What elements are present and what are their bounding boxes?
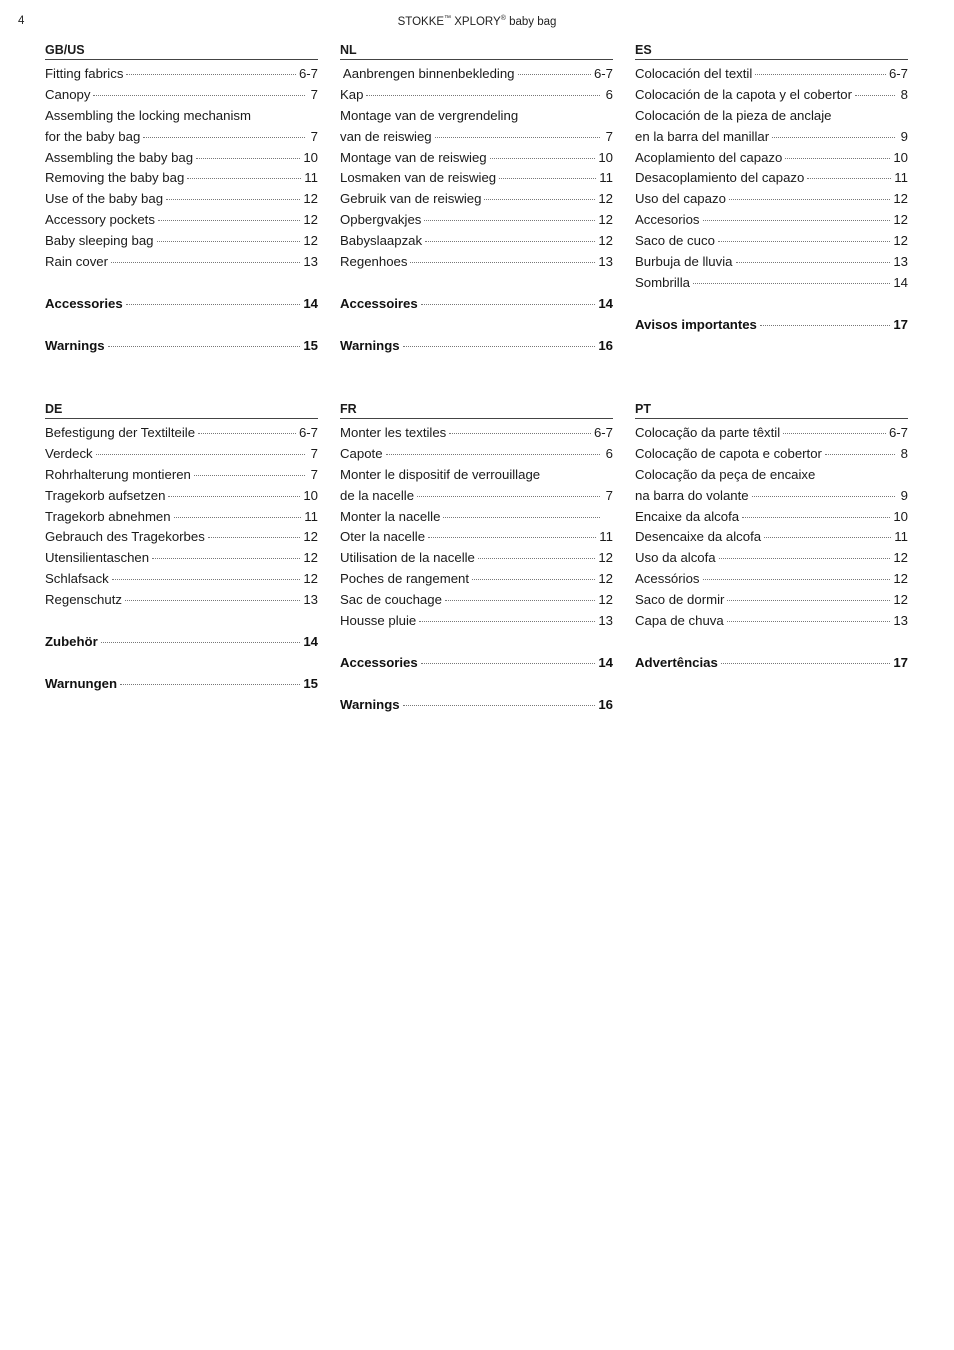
dot-leader xyxy=(126,304,301,305)
toc-entry[interactable] xyxy=(635,168,908,189)
toc-entry[interactable] xyxy=(45,168,318,189)
entry-title: Burbuja de lluvia xyxy=(635,254,733,270)
dot-leader xyxy=(490,158,596,159)
dot-leader xyxy=(807,178,891,179)
registered-symbol: ® xyxy=(500,15,506,22)
entry-title: Uso del capazo xyxy=(635,191,726,207)
entry-title: Accesorios xyxy=(635,212,700,228)
toc-entry[interactable] xyxy=(45,231,318,252)
entry-title: de la nacelle xyxy=(340,487,415,503)
dot-leader xyxy=(112,579,301,580)
toc-section-gb-us xyxy=(45,42,318,356)
toc-entry[interactable] xyxy=(340,527,613,548)
toc-entry[interactable] xyxy=(45,189,318,210)
entry-page: 14 xyxy=(598,295,613,311)
entry-page: 7 xyxy=(310,445,318,461)
entry-title: Warnungen xyxy=(45,675,118,691)
entry-page: 10 xyxy=(598,149,613,165)
toc-section-fr xyxy=(340,401,613,715)
entry-title: Babyslaapzak xyxy=(340,233,423,249)
entry-page: 7 xyxy=(605,128,613,144)
dot-leader xyxy=(445,600,595,601)
toc-entry[interactable] xyxy=(45,548,318,569)
toc-entry[interactable] xyxy=(340,148,613,169)
entry-title: Rohrhalterung montieren xyxy=(45,466,191,482)
toc-entry[interactable] xyxy=(635,252,908,273)
dot-leader xyxy=(198,433,296,434)
product-name: XPLORY xyxy=(454,15,501,28)
toc-entry[interactable] xyxy=(635,106,908,127)
dot-leader xyxy=(410,262,595,263)
entry-title: Saco de dormir xyxy=(635,592,725,608)
entry-page: 12 xyxy=(893,550,908,566)
toc-entry[interactable] xyxy=(340,653,613,674)
dot-leader xyxy=(752,496,895,497)
dot-leader xyxy=(421,304,596,305)
toc-entry[interactable] xyxy=(45,423,318,444)
dot-leader xyxy=(729,199,890,200)
entry-title: Regenschutz xyxy=(45,592,122,608)
entry-page: 6-7 xyxy=(298,66,318,81)
entry-title: Aanbrengen binnenbekleding xyxy=(340,66,515,81)
dot-leader xyxy=(419,621,595,622)
entry-title: Monter la nacelle xyxy=(340,508,441,524)
dot-leader xyxy=(785,158,890,159)
entry-title: Accessoires xyxy=(340,295,418,311)
entry-page: 10 xyxy=(303,149,318,165)
entry-page: 12 xyxy=(598,233,613,249)
dot-leader xyxy=(93,95,305,96)
entry-title: Zubehör xyxy=(45,633,98,649)
dot-leader xyxy=(449,433,591,434)
entry-title: Colocação de capota e cobertor xyxy=(635,445,822,461)
dot-leader xyxy=(472,579,595,580)
entry-title: Baby sleeping bag xyxy=(45,233,154,249)
entry-page: 11 xyxy=(894,529,908,545)
dot-leader xyxy=(425,241,595,242)
dot-leader xyxy=(125,600,300,601)
language-heading: PT xyxy=(635,401,908,419)
dot-leader xyxy=(152,558,300,559)
dot-leader xyxy=(168,496,300,497)
entry-title: Sombrilla xyxy=(635,274,690,290)
dot-leader xyxy=(417,496,600,497)
dot-leader xyxy=(428,537,596,538)
language-heading: DE xyxy=(45,401,318,419)
dot-leader xyxy=(194,475,305,476)
entry-title: Montage van de vergrendeling xyxy=(340,107,519,123)
trademark-symbol: ™ xyxy=(444,15,452,22)
entry-title: en la barra del manillar xyxy=(635,128,770,144)
entry-title: Utilisation de la nacelle xyxy=(340,550,475,566)
toc-entry[interactable] xyxy=(45,674,318,695)
entry-title: Desencaixe da alcofa xyxy=(635,529,762,545)
entry-page: 6-7 xyxy=(593,425,613,440)
toc-entry[interactable] xyxy=(340,168,613,189)
dot-leader xyxy=(499,178,596,179)
toc-entry[interactable] xyxy=(45,632,318,653)
entry-title: Capa de chuva xyxy=(635,613,724,629)
entry-page: 10 xyxy=(893,149,908,165)
toc-entry[interactable] xyxy=(340,294,613,315)
entry-title: Fitting fabrics xyxy=(45,66,124,81)
dot-leader xyxy=(196,158,300,159)
dot-leader xyxy=(727,600,890,601)
toc-entry[interactable] xyxy=(635,548,908,569)
entry-page: 12 xyxy=(598,592,613,608)
entry-title: Canopy xyxy=(45,86,91,102)
entry-page: 12 xyxy=(598,191,613,207)
toc-entry[interactable] xyxy=(340,695,613,716)
entry-title: Advertências xyxy=(635,654,718,670)
dot-leader xyxy=(855,95,895,96)
toc-entry[interactable] xyxy=(45,127,318,148)
entry-page: 12 xyxy=(303,529,318,545)
toc-entry[interactable] xyxy=(635,85,908,106)
toc-entry[interactable] xyxy=(635,527,908,548)
toc-entry[interactable] xyxy=(340,444,613,465)
toc-entry[interactable] xyxy=(340,106,613,127)
entry-page: 14 xyxy=(598,654,613,670)
toc-entry[interactable] xyxy=(340,486,613,507)
brand-name: STOKKE xyxy=(397,15,445,28)
toc-entry[interactable] xyxy=(45,507,318,528)
entry-page: 12 xyxy=(598,550,613,566)
entry-page: 9 xyxy=(900,487,908,503)
toc-entry[interactable] xyxy=(45,294,318,315)
dot-leader xyxy=(126,74,296,75)
dot-leader xyxy=(111,262,300,263)
toc-entry[interactable] xyxy=(635,148,908,169)
toc-entry[interactable] xyxy=(340,569,613,590)
entry-page: 12 xyxy=(303,233,318,249)
dot-leader xyxy=(703,220,891,221)
dot-leader xyxy=(825,454,895,455)
toc-entry[interactable] xyxy=(635,486,908,507)
entry-title: Assembling the baby bag xyxy=(45,149,194,165)
dot-leader xyxy=(721,663,891,664)
entry-page: 13 xyxy=(303,592,318,608)
entry-title: Use of the baby bag xyxy=(45,191,164,207)
entry-title: Sac de couchage xyxy=(340,592,442,608)
entry-page: 12 xyxy=(893,233,908,249)
entry-title: Rain cover xyxy=(45,254,109,270)
toc-entry[interactable] xyxy=(45,106,318,127)
entry-page: 7 xyxy=(605,487,613,503)
entry-title: van de reiswieg xyxy=(340,128,432,144)
toc-entry[interactable] xyxy=(45,465,318,486)
toc-entry[interactable] xyxy=(635,273,908,294)
toc-section-de xyxy=(45,401,318,695)
entry-title: Removing the baby bag xyxy=(45,170,185,186)
toc-entry[interactable] xyxy=(340,465,613,486)
entry-title: Acoplamiento del capazo xyxy=(635,149,783,165)
toc-entry[interactable] xyxy=(635,231,908,252)
toc-entry[interactable] xyxy=(340,252,613,273)
entry-title: Warnings xyxy=(340,337,400,353)
dot-leader xyxy=(443,517,600,518)
entry-title: Regenhoes xyxy=(340,254,408,270)
toc-entry[interactable] xyxy=(635,590,908,611)
toc-entry[interactable] xyxy=(340,590,613,611)
entry-page: 9 xyxy=(900,128,908,144)
toc-entry[interactable] xyxy=(340,336,613,357)
dot-leader xyxy=(478,558,595,559)
toc-entry[interactable] xyxy=(340,127,613,148)
entry-page: 8 xyxy=(900,445,908,461)
toc-entry[interactable] xyxy=(635,423,908,444)
dot-leader xyxy=(157,241,301,242)
dot-leader xyxy=(764,537,891,538)
entry-page: 11 xyxy=(894,170,908,186)
entry-page: 15 xyxy=(303,337,318,353)
entry-title: Desacoplamiento del capazo xyxy=(635,170,805,186)
entry-title: Colocación de la capota y el cobertor xyxy=(635,86,852,102)
entry-page: 12 xyxy=(893,212,908,228)
dot-leader xyxy=(783,433,886,434)
entry-title: Tragekorb aufsetzen xyxy=(45,487,166,503)
entry-title: Losmaken van de reiswieg xyxy=(340,170,497,186)
toc-entry[interactable] xyxy=(45,148,318,169)
entry-page: 13 xyxy=(598,613,613,629)
entry-title: Schlafsack xyxy=(45,571,109,587)
entry-page: 7 xyxy=(310,466,318,482)
entry-title: Avisos importantes xyxy=(635,316,757,332)
dot-leader xyxy=(772,137,895,138)
dot-leader xyxy=(208,537,301,538)
dot-leader xyxy=(101,642,301,643)
entry-page: 14 xyxy=(893,274,908,290)
entry-page: 13 xyxy=(893,613,908,629)
toc-entry[interactable] xyxy=(635,64,908,85)
toc-entry[interactable] xyxy=(340,611,613,632)
entry-title: Utensilientaschen xyxy=(45,550,150,566)
dot-leader xyxy=(727,621,891,622)
language-heading: FR xyxy=(340,401,613,419)
entry-page: 7 xyxy=(310,128,318,144)
toc-entry[interactable] xyxy=(340,210,613,231)
entry-page: 6 xyxy=(605,86,613,102)
toc-entry[interactable] xyxy=(45,527,318,548)
dot-leader xyxy=(386,454,600,455)
entry-page: 17 xyxy=(893,316,908,332)
dot-leader xyxy=(693,283,890,284)
dot-leader xyxy=(719,558,891,559)
entry-title: Tragekorb abnehmen xyxy=(45,508,171,524)
toc-entry[interactable] xyxy=(635,189,908,210)
entry-title: Acessórios xyxy=(635,571,700,587)
toc-section-nl xyxy=(340,42,613,356)
entry-page: 13 xyxy=(598,254,613,270)
dot-leader xyxy=(120,684,300,685)
dot-leader xyxy=(424,220,595,221)
entry-title: Oter la nacelle xyxy=(340,529,426,545)
toc-entry[interactable] xyxy=(340,64,613,85)
language-heading: GB/US xyxy=(45,42,318,60)
entry-title: for the baby bag xyxy=(45,128,141,144)
entry-title: Poches de rangement xyxy=(340,571,470,587)
page-number: 4 xyxy=(18,15,25,27)
entry-title: Encaixe da alcofa xyxy=(635,508,740,524)
entry-page: 10 xyxy=(303,487,318,503)
entry-title: Kap xyxy=(340,86,364,102)
entry-page: 14 xyxy=(303,295,318,311)
entry-page: 12 xyxy=(598,571,613,587)
entry-title: Housse pluie xyxy=(340,613,417,629)
entry-title: Accessory pockets xyxy=(45,212,155,228)
entry-title: Gebruik van de reiswieg xyxy=(340,191,482,207)
toc-entry[interactable] xyxy=(635,444,908,465)
entry-page: 14 xyxy=(303,633,318,649)
dot-leader xyxy=(143,137,305,138)
entry-page: 12 xyxy=(303,212,318,228)
dot-leader xyxy=(96,454,305,455)
dot-leader xyxy=(421,663,596,664)
entry-title: Warnings xyxy=(45,337,105,353)
entry-title: Accessories xyxy=(45,295,123,311)
dot-leader xyxy=(755,74,886,75)
entry-page: 8 xyxy=(900,86,908,102)
entry-page: 12 xyxy=(893,571,908,587)
entry-page: 16 xyxy=(598,696,613,712)
toc-entry[interactable] xyxy=(45,252,318,273)
entry-title: Warnings xyxy=(340,696,400,712)
toc-entry[interactable] xyxy=(340,507,613,528)
toc-entry[interactable] xyxy=(45,590,318,611)
dot-leader xyxy=(760,325,890,326)
toc-entry[interactable] xyxy=(635,611,908,632)
toc-entry[interactable] xyxy=(340,85,613,106)
toc-entry[interactable] xyxy=(635,569,908,590)
dot-leader xyxy=(366,95,600,96)
entry-page: 6 xyxy=(605,445,613,461)
toc-entry[interactable] xyxy=(635,653,908,674)
toc-entry[interactable] xyxy=(45,64,318,85)
entry-page: 15 xyxy=(303,675,318,691)
toc-entry[interactable] xyxy=(45,210,318,231)
dot-leader xyxy=(108,346,301,347)
toc-entry[interactable] xyxy=(340,231,613,252)
entry-page: 11 xyxy=(599,170,613,186)
toc-entry[interactable] xyxy=(340,423,613,444)
entry-title: Capote xyxy=(340,445,383,461)
toc-entry[interactable] xyxy=(635,465,908,486)
entry-page: 11 xyxy=(304,170,318,186)
entry-title: Colocación de la pieza de anclaje xyxy=(635,107,832,123)
entry-page: 6-7 xyxy=(593,66,613,81)
entry-page: 11 xyxy=(599,529,613,545)
entry-page: 6-7 xyxy=(298,425,318,440)
entry-title: Gebrauch des Tragekorbes xyxy=(45,529,205,545)
entry-page: 11 xyxy=(304,508,318,524)
entry-title: Colocación del textil xyxy=(635,66,753,81)
entry-title: Monter le dispositif de verrouillage xyxy=(340,466,541,482)
entry-title: na barra do volante xyxy=(635,487,749,503)
entry-page: 13 xyxy=(893,254,908,270)
dot-leader xyxy=(435,137,600,138)
entry-title: Monter les textiles xyxy=(340,425,447,440)
toc-entry[interactable] xyxy=(45,486,318,507)
entry-page: 12 xyxy=(303,191,318,207)
entry-page: 12 xyxy=(598,212,613,228)
dot-leader xyxy=(742,517,890,518)
entry-title: Verdeck xyxy=(45,445,93,461)
entry-page: 6-7 xyxy=(888,425,908,440)
entry-page: 16 xyxy=(598,337,613,353)
entry-page: 17 xyxy=(893,654,908,670)
dot-leader xyxy=(518,74,591,75)
entry-title: Montage van de reiswieg xyxy=(340,149,487,165)
entry-page: 12 xyxy=(893,191,908,207)
toc-entry[interactable] xyxy=(45,444,318,465)
language-heading: ES xyxy=(635,42,908,60)
toc-entry[interactable] xyxy=(45,336,318,357)
entry-page: 12 xyxy=(893,592,908,608)
dot-leader xyxy=(484,199,595,200)
entry-title: Saco de cuco xyxy=(635,233,715,249)
toc-entry[interactable] xyxy=(340,548,613,569)
toc-entry[interactable] xyxy=(635,127,908,148)
toc-entry[interactable] xyxy=(45,569,318,590)
toc-entry[interactable] xyxy=(635,507,908,528)
entry-page: 7 xyxy=(310,86,318,102)
entry-title: Assembling the locking mechanism xyxy=(45,107,251,123)
dot-leader xyxy=(174,517,302,518)
toc-entry[interactable] xyxy=(635,315,908,336)
dot-leader xyxy=(403,705,596,706)
toc-entry[interactable] xyxy=(45,85,318,106)
dot-leader xyxy=(158,220,300,221)
language-heading: NL xyxy=(340,42,613,60)
entry-title: Opbergvakjes xyxy=(340,212,422,228)
entry-title: Befestigung der Textilteile xyxy=(45,425,196,440)
dot-leader xyxy=(703,579,891,580)
dot-leader xyxy=(736,262,891,263)
dot-leader xyxy=(403,346,596,347)
entry-title: Colocação da parte têxtil xyxy=(635,425,781,440)
toc-section-es xyxy=(635,42,908,336)
entry-page: 12 xyxy=(303,550,318,566)
dot-leader xyxy=(718,241,890,242)
document-title xyxy=(0,15,954,28)
entry-page: 10 xyxy=(893,508,908,524)
toc-entry[interactable] xyxy=(340,189,613,210)
dot-leader xyxy=(187,178,301,179)
entry-title: Colocação da peça de encaixe xyxy=(635,466,816,482)
toc-section-pt xyxy=(635,401,908,674)
entry-title: Accessories xyxy=(340,654,418,670)
entry-page: 6-7 xyxy=(888,66,908,81)
entry-title: Uso da alcofa xyxy=(635,550,716,566)
dot-leader xyxy=(166,199,300,200)
entry-page: 13 xyxy=(303,254,318,270)
toc-entry[interactable] xyxy=(635,210,908,231)
entry-page: 12 xyxy=(303,571,318,587)
product-suffix: baby bag xyxy=(509,15,557,28)
